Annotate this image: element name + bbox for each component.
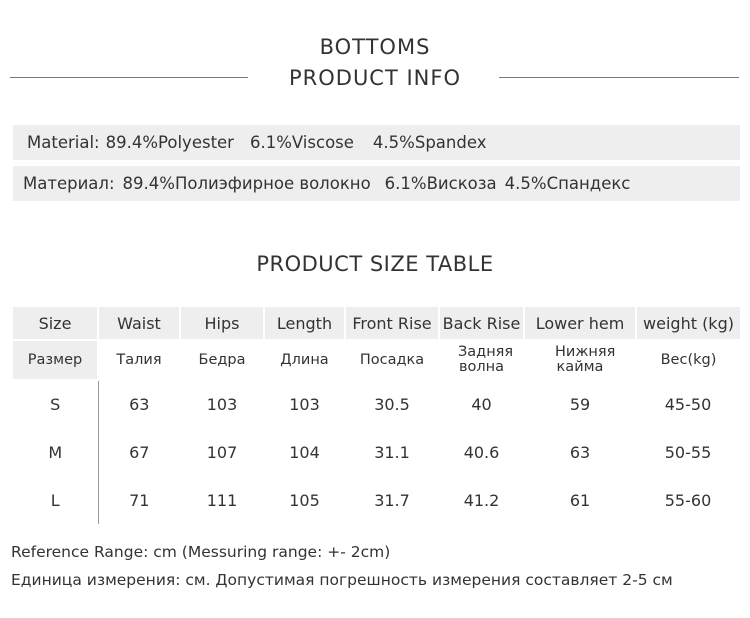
reference-note-en: Reference Range: cm (Messuring range: +- 2cm) (11, 543, 391, 561)
column-header-ru: Нижняя кайма (524, 340, 636, 380)
table-cell: 59 (569, 395, 591, 414)
table-cell: 63 (129, 395, 150, 414)
table-header-en (13, 307, 740, 340)
table-cell: 61 (569, 490, 591, 510)
reference-note-ru: Единица измерения: см. Допустимая погрешность измерения составляет 2-5 см (11, 571, 673, 589)
table-header-ru (13, 340, 740, 380)
table-cell: 41.2 (463, 490, 500, 510)
table-row (13, 380, 740, 428)
table-cell: 50-55 (664, 442, 712, 462)
column-header-ru: Талия (98, 340, 180, 380)
table-cell: 31.1 (374, 442, 410, 462)
column-header-ru: Размер (13, 340, 98, 380)
table-cell: 107 (206, 442, 238, 462)
table-cell: 104 (289, 442, 320, 462)
column-header: Lower hem (524, 307, 636, 340)
table-cell: 45-50 (664, 395, 712, 414)
column-header: weight (kg) (636, 307, 740, 340)
column-header-ru: Задняя волна (439, 340, 524, 380)
material-ru-part: 6.1%Вискоза (384, 174, 497, 193)
table-cell: 103 (289, 395, 320, 414)
table-cell: 30.5 (374, 395, 410, 414)
material-en-part: 89.4%Polyester (105, 133, 234, 152)
column-header: Hips (180, 307, 264, 340)
material-en-part: 4.5%Spandex (372, 133, 487, 152)
table-cell: 67 (129, 442, 150, 462)
table-cell: S (13, 380, 98, 428)
material-ru-part: 89.4%Полиэфирное волокно (122, 174, 371, 193)
table-row (13, 428, 740, 476)
table-cell: M (13, 428, 98, 476)
section-title: BOTTOMS (319, 35, 431, 59)
material-ru-part: 4.5%Спандекс (504, 174, 631, 193)
material-en-part: 6.1%Viscose (249, 133, 354, 152)
divider-right (499, 77, 739, 78)
section-subtitle: PRODUCT INFO (288, 66, 461, 90)
size-table (13, 307, 740, 524)
column-header: Back Rise (439, 307, 524, 340)
material-ru-bar (13, 166, 740, 201)
column-header: Length (264, 307, 345, 340)
table-cell: 103 (206, 395, 238, 414)
material-en-label: Material: (27, 133, 100, 152)
table-cell: 55-60 (664, 490, 712, 510)
material-ru-label: Материал: (23, 174, 115, 193)
material-en-bar (13, 125, 740, 160)
table-cell: 31.7 (374, 490, 410, 510)
size-table-title: PRODUCT SIZE TABLE (256, 252, 494, 276)
column-header-ru: Посадка (345, 340, 439, 380)
column-header: Front Rise (345, 307, 439, 340)
table-cell: L (13, 476, 98, 524)
column-header-ru: Длина (264, 340, 345, 380)
table-cell: 63 (569, 442, 591, 462)
table-cell: 111 (206, 490, 238, 510)
column-header-ru: Вес(kg) (636, 340, 740, 380)
column-header-ru: Бедра (180, 340, 264, 380)
column-header: Size (13, 307, 98, 340)
table-cell: 40 (471, 395, 492, 414)
table-row (13, 476, 740, 524)
table-cell: 105 (289, 490, 320, 510)
table-cell: 40.6 (463, 442, 500, 462)
table-cell: 71 (129, 490, 150, 510)
column-header: Waist (98, 307, 180, 340)
